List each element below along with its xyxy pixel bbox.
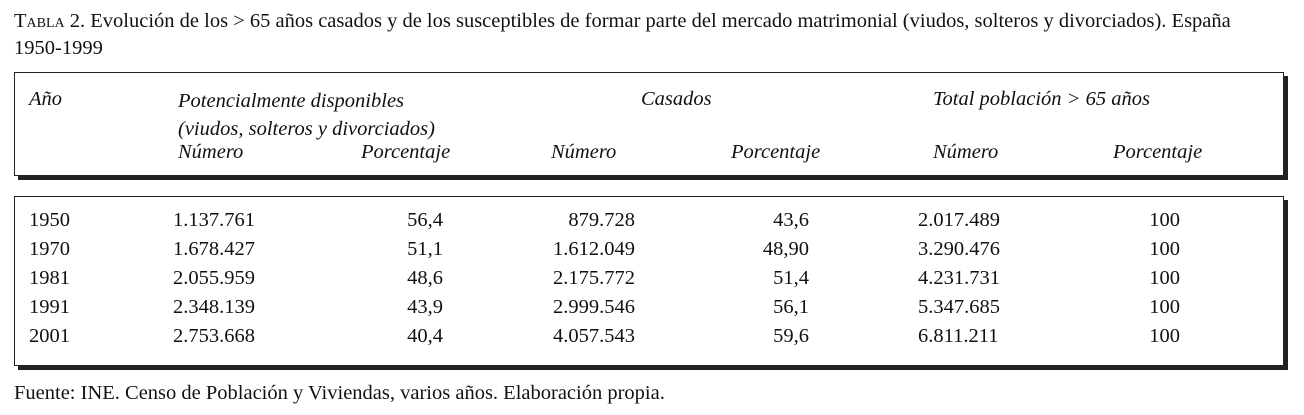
cell-total-porcentaje: 100: [1149, 267, 1180, 289]
cell-potencial-numero: 2.753.668: [173, 325, 255, 347]
table-body-box: [14, 196, 1284, 366]
table-row: [15, 208, 1283, 237]
cell-casados-porcentaje: 43,6: [773, 209, 809, 231]
cell-potencial-porcentaje: 48,6: [407, 267, 443, 289]
cell-casados-porcentaje: 59,6: [773, 325, 809, 347]
cell-total-numero: 5.347.685: [918, 296, 1000, 318]
table-row: [15, 295, 1283, 324]
header-sub-potencial-numero: Número: [178, 141, 244, 163]
header-sub-total-porcentaje: Porcentaje: [1113, 141, 1203, 163]
table-row: [15, 237, 1283, 266]
header-sub-potencial-porcentaje: Porcentaje: [361, 141, 451, 163]
table-row: [15, 324, 1283, 353]
cell-total-porcentaje: 100: [1149, 325, 1180, 347]
cell-total-numero: 2.017.489: [918, 209, 1000, 231]
cell-year: 1970: [29, 238, 70, 260]
table-row: [15, 266, 1283, 295]
cell-casados-porcentaje: 48,90: [762, 238, 809, 260]
cell-potencial-porcentaje: 51,1: [407, 238, 443, 260]
cell-total-numero: 4.231.731: [918, 267, 1000, 289]
header-sub-casados-numero: Número: [551, 141, 617, 163]
table-caption: [14, 8, 1244, 62]
cell-casados-porcentaje: 51,4: [773, 267, 809, 289]
cell-total-porcentaje: 100: [1149, 238, 1180, 260]
header-group-total: Total población > 65 años: [933, 88, 1150, 110]
caption-label: Tabla 2.: [14, 10, 86, 32]
header-group-casados: Casados: [641, 88, 712, 110]
cell-potencial-numero: 2.055.959: [173, 267, 255, 289]
cell-total-porcentaje: 100: [1149, 296, 1180, 318]
table-source-note: Fuente: INE. Censo de Población y Viviendas, varios años. Elaboración propia.: [14, 382, 665, 404]
cell-casados-porcentaje: 56,1: [773, 296, 809, 318]
header-group-potencial-line2: (viudos, solteros y divorciados): [178, 118, 435, 140]
header-sub-casados-porcentaje: Porcentaje: [731, 141, 821, 163]
table-header-box: [14, 72, 1284, 176]
cell-total-porcentaje: 100: [1149, 209, 1180, 231]
cell-year: 2001: [29, 325, 70, 347]
cell-casados-numero: 2.175.772: [553, 267, 635, 289]
cell-potencial-numero: 1.678.427: [173, 238, 255, 260]
cell-year: 1981: [29, 267, 70, 289]
cell-potencial-porcentaje: 43,9: [407, 296, 443, 318]
cell-casados-numero: 4.057.543: [553, 325, 635, 347]
header-sub-total-numero: Número: [933, 141, 999, 163]
cell-year: 1950: [29, 209, 70, 231]
cell-casados-numero: 2.999.546: [553, 296, 635, 318]
cell-potencial-porcentaje: 40,4: [407, 325, 443, 347]
cell-potencial-porcentaje: 56,4: [407, 209, 443, 231]
cell-casados-numero: 879.728: [568, 209, 635, 231]
cell-year: 1991: [29, 296, 70, 318]
cell-total-numero: 6.811.211: [918, 325, 999, 347]
header-group-potencial: [178, 87, 435, 143]
cell-potencial-numero: 2.348.139: [173, 296, 255, 318]
header-year: Año: [29, 88, 63, 110]
cell-total-numero: 3.290.476: [918, 238, 1000, 260]
cell-potencial-numero: 1.137.761: [173, 209, 255, 231]
caption-text: Evolución de los > 65 años casados y de los susceptibles de formar parte del mercado matrimonial (viudos, solteros y divorciados). España 1950-1999: [14, 10, 1231, 59]
cell-casados-numero: 1.612.049: [553, 238, 635, 260]
header-group-potencial-line1: Potencialmente disponibles: [178, 90, 405, 112]
